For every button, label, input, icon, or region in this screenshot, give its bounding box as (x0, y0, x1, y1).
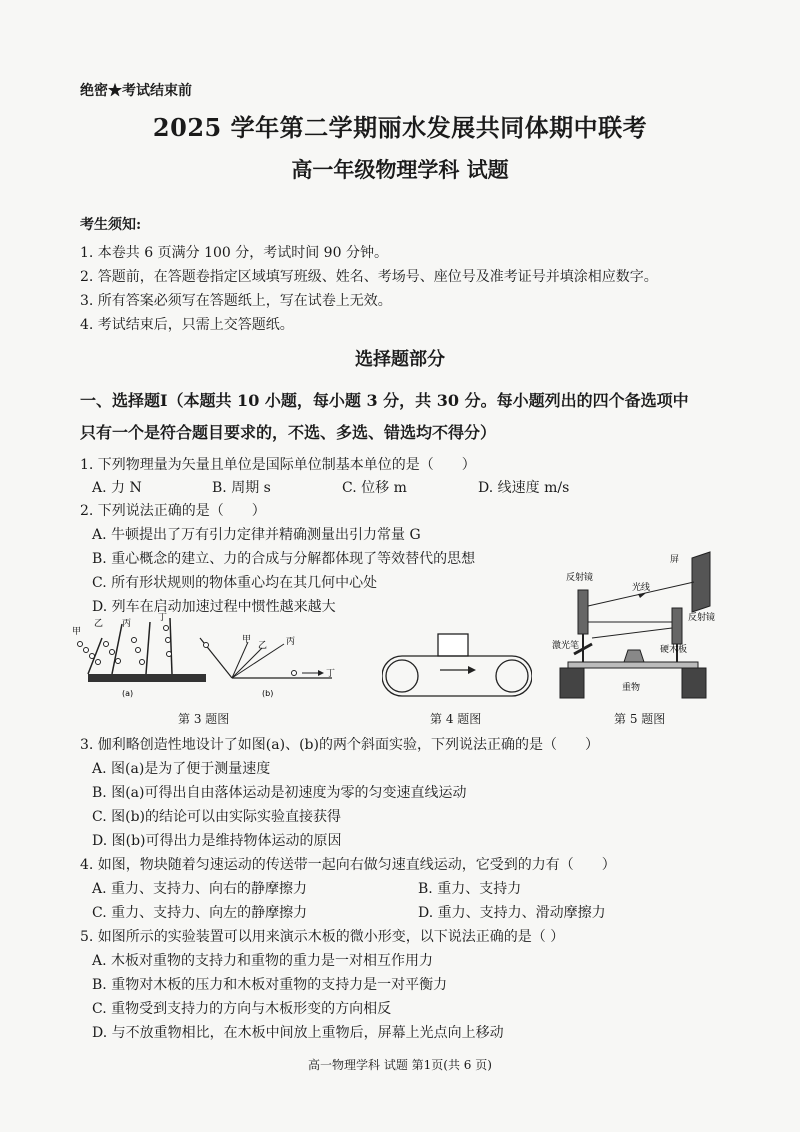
exam-title: 2025 学年第二学期丽水发展共同体期中联考 (152, 113, 648, 142)
question-5-option-b: B. 重物对木板的压力和木板对重物的支持力是一对平衡力 (92, 977, 448, 993)
question-4-option-a: A. 重力、支持力、向右的静摩擦力 (92, 881, 308, 897)
page-footer: 高一物理学科 试题 第1页(共 6 页) (308, 1058, 492, 1072)
question-5-option-a: A. 木板对重物的支持力和重物的重力是一对相互作用力 (92, 953, 434, 969)
fig5-label-screen: 屏 (670, 555, 680, 565)
exam-subtitle: 高一年级物理学科 试题 (291, 157, 509, 182)
block (438, 634, 468, 656)
figure-5-deformation-apparatus (552, 550, 722, 705)
section-title: 选择题部分 (355, 349, 445, 370)
question-5-option-d: D. 与不放重物相比，在木板中间放上重物后，屏幕上光点向上移动 (92, 1025, 504, 1041)
question-3-option-c: C. 图(b)的结论可以由实际实验直接获得 (92, 809, 341, 825)
question-3-stem: 3. 伽利略创造性地设计了如图(a)、(b)的两个斜面实验，下列说法正确的是（ ） (80, 737, 599, 753)
question-4-stem: 4. 如图，物块随着匀速运动的传送带一起向右做匀速直线运动，它受到的力有（ ） (80, 857, 616, 873)
fig5-label-board: 硬木板 (660, 645, 688, 655)
notice-heading: 考生须知: (80, 217, 142, 233)
figure-4-caption: 第 4 题图 (430, 712, 482, 726)
part-heading-line1: 一、选择题I（本题共 10 小题，每小题 3 分，共 30 分。每小题列出的四个备选项中 (80, 391, 689, 410)
confidential-label: 绝密★考试结束前 (80, 83, 192, 99)
figure-5-caption: 第 5 题图 (614, 712, 666, 726)
question-1-option-a: A. 力 N (92, 480, 142, 496)
fig3a-label-jia: 甲 (72, 627, 82, 637)
part-heading-line2: 只有一个是符合题目要求的，不选、多选、错选均不得分） (80, 423, 497, 442)
question-1-stem: 1. 下列物理量为矢量且单位是国际单位制基本单位的是（ ） (80, 457, 476, 473)
question-1-option-d: D. 线速度 m/s (478, 480, 570, 496)
figure-4-conveyor-belt (382, 630, 532, 700)
question-1-option-c: C. 位移 m (342, 480, 407, 496)
notice-item: 1. 本卷共 6 页满分 100 分，考试时间 90 分钟。 (80, 245, 388, 261)
fig3b-label-yi: 乙 (258, 641, 268, 651)
question-2-option-a: A. 牛顿提出了万有引力定律并精确测量出引力常量 G (92, 527, 421, 543)
question-4-option-b: B. 重力、支持力 (418, 881, 522, 897)
fig3a-label-ding: 丁 (158, 613, 168, 623)
fig3a-label-bing: 丙 (122, 619, 132, 629)
question-2-option-d: D. 列车在启动加速过程中惯性越来越大 (92, 599, 336, 615)
fig3b-caption: (b) (262, 689, 274, 698)
fig5-label-weight: 重物 (622, 683, 641, 693)
notice-item: 4. 考试结束后，只需上交答题纸。 (80, 317, 294, 333)
fig5-label-laser: 激光笔 (552, 641, 580, 651)
ground-block (88, 674, 206, 682)
question-1-option-b: B. 周期 s (212, 480, 271, 496)
fig5-label-light: 光线 (632, 583, 651, 593)
question-4-option-d: D. 重力、支持力、滑动摩擦力 (418, 905, 606, 921)
question-2-option-c: C. 所有形状规则的物体重心均在其几何中心处 (92, 575, 378, 591)
figure-3-inclined-planes (62, 612, 342, 712)
notice-item: 2. 答题前，在答题卷指定区域填写班级、姓名、考场号、座位号及准考证号并填涂相应数字。 (80, 269, 658, 285)
fig3a-label-yi: 乙 (94, 619, 104, 629)
question-5-stem: 5. 如图所示的实验装置可以用来演示木板的微小形变，以下说法正确的是（ ） (80, 929, 565, 945)
fig3a-caption: (a) (122, 689, 134, 698)
fig3b-label-ding: 丁 (326, 669, 336, 679)
fig5-label-mirror2: 反射镜 (688, 613, 716, 623)
fig3b-label-bing: 丙 (286, 637, 296, 647)
figure-3-caption: 第 3 题图 (178, 712, 230, 726)
question-2-option-b: B. 重心概念的建立、力的合成与分解都体现了等效替代的思想 (92, 551, 476, 567)
question-2-stem: 2. 下列说法正确的是（ ） (80, 503, 266, 519)
question-3-option-d: D. 图(b)可得出力是维持物体运动的原因 (92, 833, 342, 849)
fig3b-label-jia: 甲 (242, 635, 252, 645)
question-4-option-c: C. 重力、支持力、向左的静摩擦力 (92, 905, 308, 921)
fig5-label-mirror1: 反射镜 (566, 573, 594, 583)
question-3-option-a: A. 图(a)是为了便于测量速度 (92, 761, 271, 777)
question-3-option-b: B. 图(a)可得出自由落体运动是初速度为零的匀变速直线运动 (92, 785, 467, 801)
notice-item: 3. 所有答案必须写在答题纸上，写在试卷上无效。 (80, 293, 392, 309)
question-5-option-c: C. 重物受到支持力的方向与木板形变的方向相反 (92, 1001, 392, 1017)
